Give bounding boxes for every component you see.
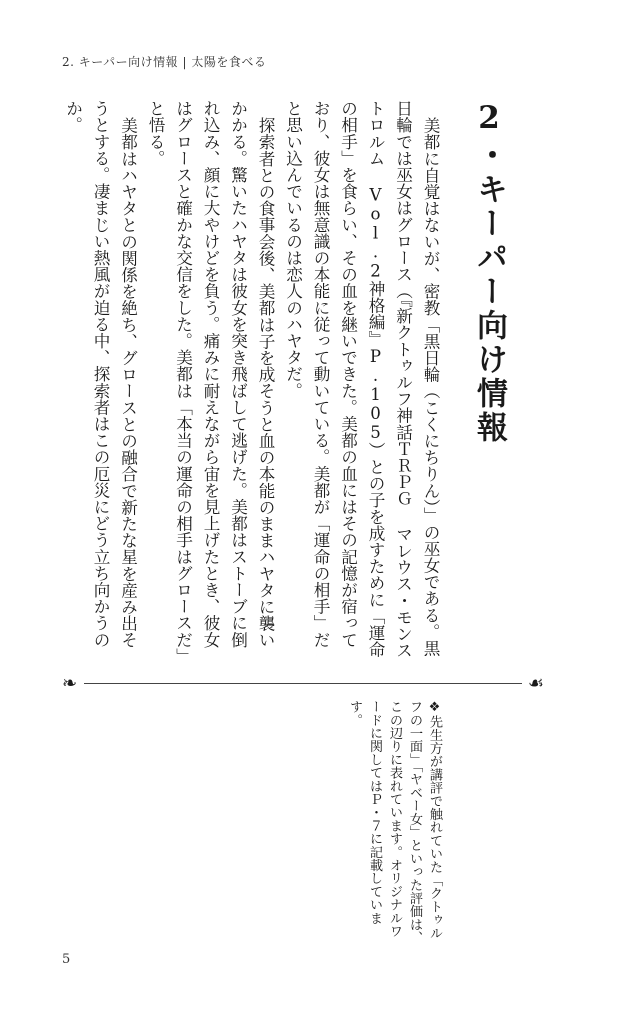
ornamental-divider — [62, 672, 544, 696]
fleuron-right-icon: ☙ — [527, 673, 544, 694]
body-text — [63, 100, 444, 660]
body-paragraph: 美都はハヤタとの関係を絶ち、グロースとの融合で新たな星を産み出そうとする。凄まじい熱風が迫る中、探索者はこの厄災にどう立ち向かうのか。 — [63, 100, 138, 648]
page-number: 5 — [62, 952, 71, 967]
side-note — [320, 700, 444, 950]
diamond-bullet-icon: ❖ — [427, 700, 442, 715]
body-paragraph: 美都に自覚はないが、密教「黒日輪（こくにちりん）」の巫女である。黒日輪では巫女はグロース（『新クトゥルフ神話ＴＲＰＧ マレウス・モンストロルム Vol.2神格編』P.105）との子を成すために「運命の相手」を食らい、その血を継いできた。美都の血にはその記憶が宿っており、彼女は無意識の本能に従って動いている。美都が「運命の相手」だと思い込んでいるのは恋人のハヤタだ。 — [283, 100, 440, 659]
body-paragraph: 探索者との食事会後、美都は子を成そうと血の本能のままハヤタに襲いかかる。驚いたハヤタは彼女を突き飛ばして逃げた。美都はストーブに倒れ込み、顔に大やけどを負う。痛みに耐えながら宙を見上げたとき、彼女はグロースと確かな交信をした。美都は「本当の運命の相手はグロースだ」と悟る。 — [146, 100, 275, 657]
divider-rule — [84, 683, 522, 684]
running-head: 2. キーパー向け情報 | 太陽を食べる — [62, 55, 267, 69]
fleuron-left-icon: ❧ — [62, 673, 78, 694]
chapter-title: 2・キーパー向け情報 — [471, 100, 507, 445]
side-note-text: 先生方が講評で触れていた「クトゥルフの一面」「ヤベー女」といった評価は、この辺りに表れています。オリジナルワードに関してはＰ・７に記載しています。 — [347, 700, 442, 945]
